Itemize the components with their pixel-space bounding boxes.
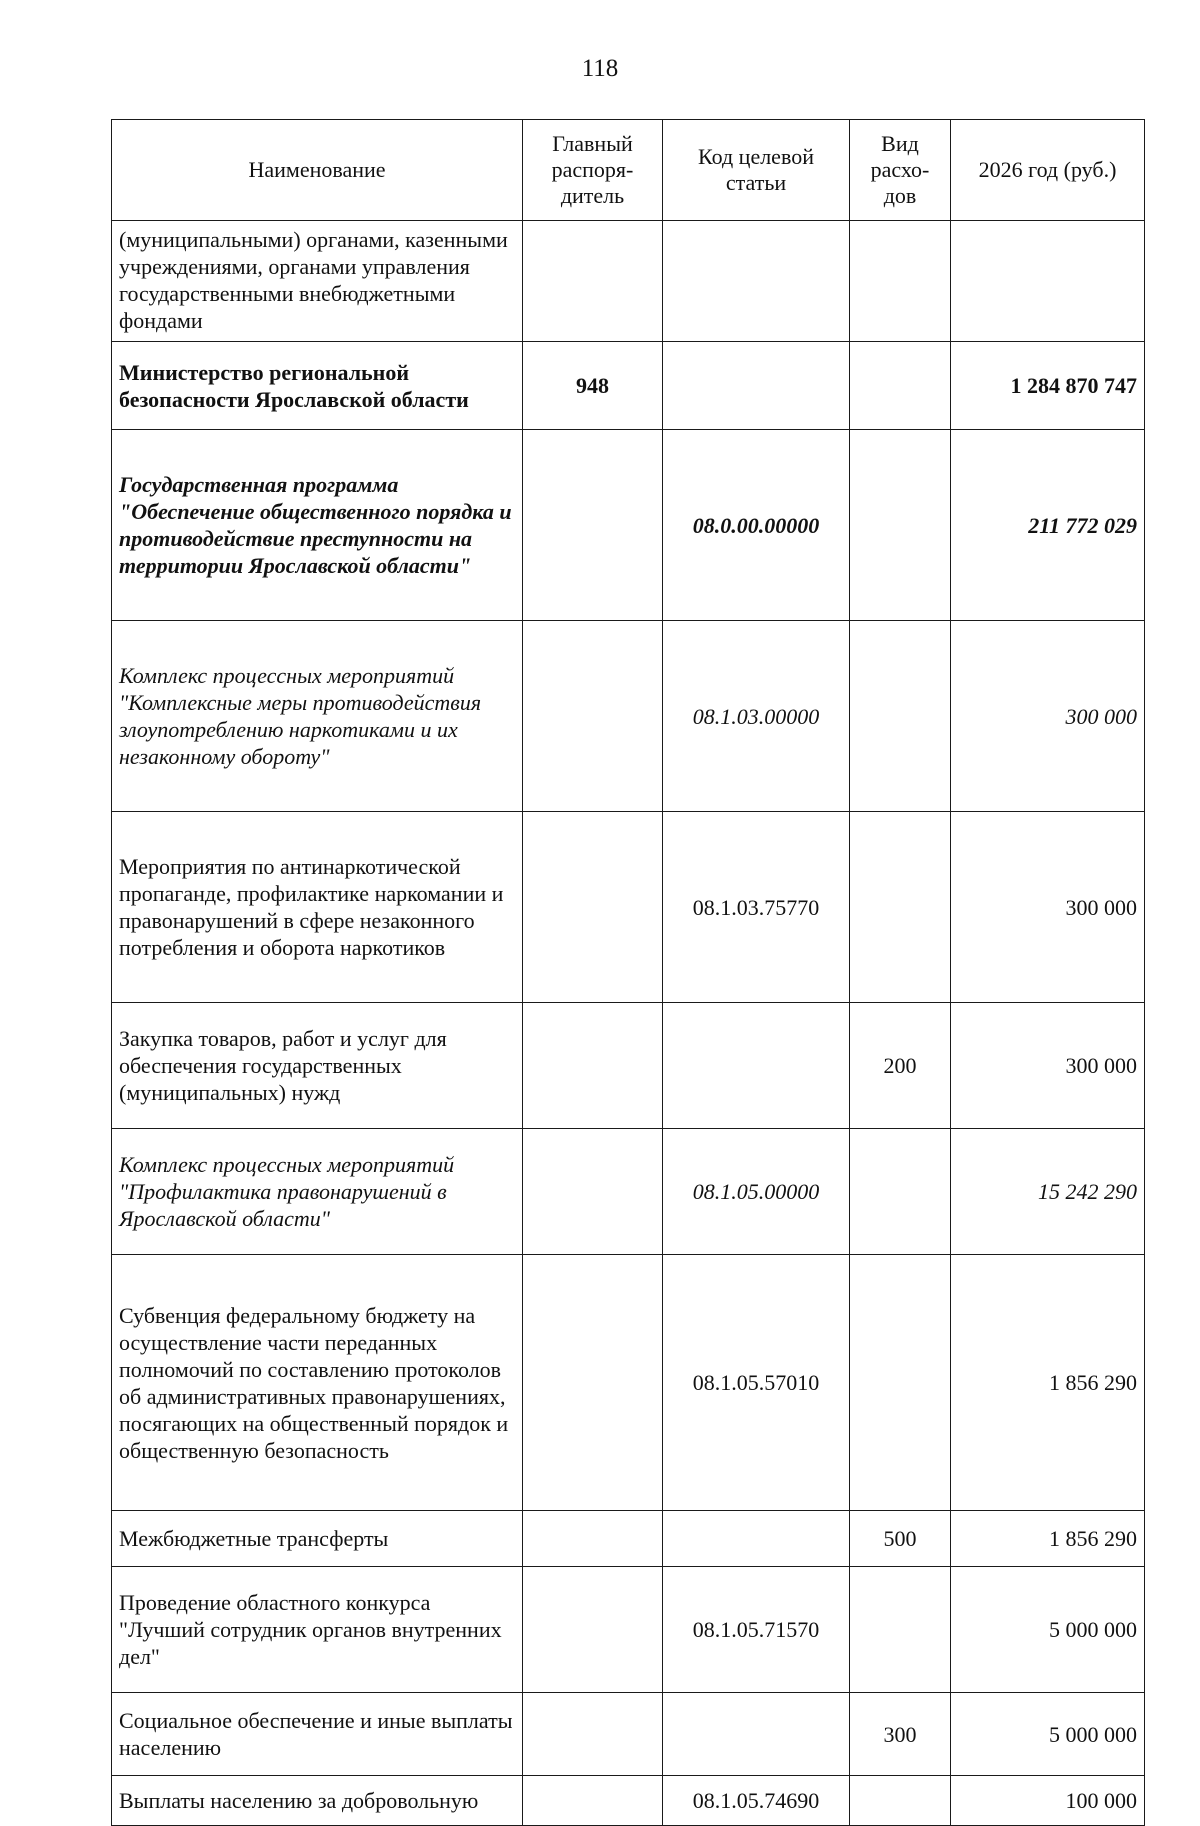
table-body [112, 221, 1145, 1826]
cell-target-code: 08.1.03.00000 [663, 621, 850, 812]
cell-target-code: 08.1.05.00000 [663, 1129, 850, 1255]
cell-name: Выплаты населению за добровольную [112, 1776, 523, 1826]
cell-expense-type [850, 1776, 951, 1826]
table-row [112, 221, 1145, 342]
cell-name: Мероприятия по антинаркотической пропаганде, профилактике наркомании и правонарушений в сфере незаконного потребления и оборота наркотиков [112, 812, 523, 1003]
table-row [112, 342, 1145, 430]
header-main-manager: Главный распоря- дитель [523, 120, 663, 221]
table-row [112, 621, 1145, 812]
cell-target-code [663, 1003, 850, 1129]
cell-main-manager [523, 1255, 663, 1511]
cell-expense-type [850, 621, 951, 812]
cell-name: Межбюджетные трансферты [112, 1511, 523, 1567]
cell-expense-type: 300 [850, 1693, 951, 1776]
header-amount-2026: 2026 год (руб.) [951, 120, 1145, 221]
cell-main-manager [523, 1567, 663, 1693]
table-row [112, 1511, 1145, 1567]
header-target-code: Код целевой статьи [663, 120, 850, 221]
cell-target-code: 08.0.00.00000 [663, 430, 850, 621]
cell-amount: 1 856 290 [951, 1255, 1145, 1511]
cell-amount: 5 000 000 [951, 1693, 1145, 1776]
cell-name: (муниципальными) органами, казенными учреждениями, органами управления государственными внебюджетными фондами [112, 221, 523, 342]
cell-main-manager [523, 1776, 663, 1826]
cell-name: Субвенция федеральному бюджету на осуществление части переданных полномочий по составлению протоколов об административных правонарушениях, посягающих на общественный порядок и общественную безопасность [112, 1255, 523, 1511]
cell-amount: 300 000 [951, 812, 1145, 1003]
cell-main-manager [523, 812, 663, 1003]
cell-amount: 1 284 870 747 [951, 342, 1145, 430]
cell-main-manager [523, 1003, 663, 1129]
cell-main-manager [523, 1693, 663, 1776]
cell-target-code [663, 342, 850, 430]
cell-amount: 1 856 290 [951, 1511, 1145, 1567]
cell-expense-type [850, 1567, 951, 1693]
budget-table [111, 119, 1145, 1826]
cell-target-code [663, 221, 850, 342]
cell-target-code [663, 1511, 850, 1567]
cell-expense-type: 200 [850, 1003, 951, 1129]
cell-main-manager [523, 1511, 663, 1567]
table-row [112, 1003, 1145, 1129]
cell-expense-type [850, 221, 951, 342]
table-row [112, 1693, 1145, 1776]
cell-target-code: 08.1.05.57010 [663, 1255, 850, 1511]
cell-name: Государственная программа "Обеспечение общественного порядка и противодействие преступности на территории Ярославской области" [112, 430, 523, 621]
cell-expense-type [850, 1129, 951, 1255]
cell-name: Комплекс процессных мероприятий "Комплексные меры противодействия злоупотреблению наркотиками и их незаконному обороту" [112, 621, 523, 812]
cell-expense-type [850, 430, 951, 621]
cell-target-code: 08.1.05.71570 [663, 1567, 850, 1693]
cell-amount: 15 242 290 [951, 1129, 1145, 1255]
cell-name: Министерство региональной безопасности Ярославской области [112, 342, 523, 430]
table-row [112, 1255, 1145, 1511]
cell-expense-type [850, 812, 951, 1003]
cell-expense-type: 500 [850, 1511, 951, 1567]
cell-main-manager [523, 1129, 663, 1255]
cell-name: Проведение областного конкурса "Лучший сотрудник органов внутренних дел" [112, 1567, 523, 1693]
table-row [112, 430, 1145, 621]
cell-amount: 5 000 000 [951, 1567, 1145, 1693]
table-row [112, 1129, 1145, 1255]
cell-amount: 211 772 029 [951, 430, 1145, 621]
cell-main-manager: 948 [523, 342, 663, 430]
cell-main-manager [523, 430, 663, 621]
cell-amount: 100 000 [951, 1776, 1145, 1826]
cell-amount: 300 000 [951, 1003, 1145, 1129]
cell-name: Закупка товаров, работ и услуг для обеспечения государственных (муниципальных) нужд [112, 1003, 523, 1129]
table-header-row [112, 120, 1145, 221]
table-row [112, 1776, 1145, 1826]
table-row [112, 812, 1145, 1003]
cell-main-manager [523, 621, 663, 812]
header-name: Наименование [112, 120, 523, 221]
cell-expense-type [850, 1255, 951, 1511]
cell-main-manager [523, 221, 663, 342]
cell-target-code [663, 1693, 850, 1776]
cell-amount: 300 000 [951, 621, 1145, 812]
cell-name: Комплекс процессных мероприятий "Профилактика правонарушений в Ярославской области" [112, 1129, 523, 1255]
page-number: 118 [581, 55, 619, 82]
cell-target-code: 08.1.05.74690 [663, 1776, 850, 1826]
cell-amount [951, 221, 1145, 342]
table-row [112, 1567, 1145, 1693]
cell-name: Социальное обеспечение и иные выплаты населению [112, 1693, 523, 1776]
cell-expense-type [850, 342, 951, 430]
cell-target-code: 08.1.03.75770 [663, 812, 850, 1003]
header-expense-type: Вид расхо- дов [850, 120, 951, 221]
